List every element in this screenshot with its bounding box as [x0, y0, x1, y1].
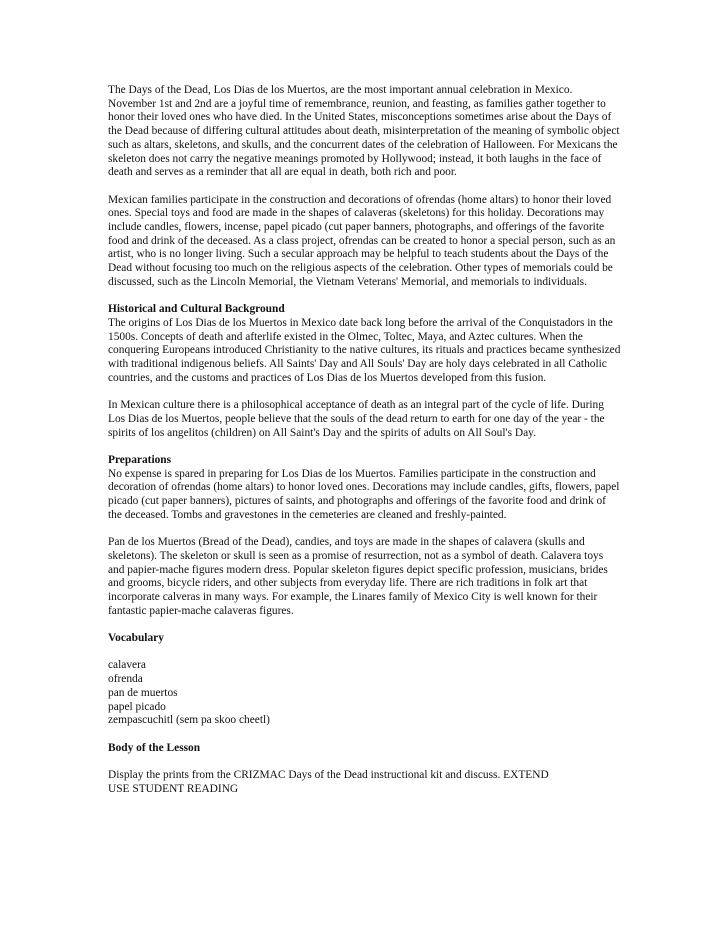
historical-paragraph-2: In Mexican culture there is a philosophical acceptance of death as an integral part of the cycle of life. During Los Dias de los Muertos, people believe that the souls of the dead return to earth for one day of the year - the spirits of los angelitos (children) on All Saint's Day and the spirits of adults on All Soul's Day.: [108, 399, 605, 439]
vocabulary-item: pan de muertos: [108, 686, 178, 699]
historical-section: [108, 303, 622, 385]
lesson-heading: Body of the Lesson: [108, 741, 201, 754]
historical-paragraph-1: The origins of Los Dias de los Muertos in Mexico date back long before the arrival of the Conquistadors in the 1500s. Concepts of death and afterlife existed in the Olmec, Toltec, Maya, and Aztec cultures. When the conquering Europeans introduced Christianity to the native cultures, its rituals and practices became synthesized with traditional indigenous beliefs. All Saints' Day and All Souls' Day are holy days celebrated in all Catholic countries, and the customs and practices of Los Dias de los Muertos developed from this fusion.: [108, 316, 621, 384]
vocabulary-item: ofrenda: [108, 673, 143, 686]
preparations-heading: Preparations: [108, 453, 172, 466]
preparations-paragraph-1: No expense is spared in preparing for Los Dias de los Muertos. Families participate in the construction and decoration of ofrendas (home altars) to honor loved ones. Decorations may include candles, gifts, flowers, papel picado (cut paper banners), pictures of saints, and photographs and offerings of the favorite food and drink of the deceased. Tombs and gravestones in the cemeteries are cleaned and freshly-painted.: [108, 467, 620, 521]
lesson-line-2: USE STUDENT READING: [108, 782, 239, 795]
preparations-paragraph-2: Pan de los Muertos (Bread of the Dead), candies, and toys are made in the shapes of calavera (skulls and skeletons). The skeleton or skull is seen as a promise of resurrection, not as a symbol of death. Calavera toys and papier-mache figures modern dress. Popular skeleton figures depict specific profession, musicians, brides and grooms, bicycle riders, and other subjects from everyday life. There are rich traditions in folk art that incorporate calveras in many ways. For example, the Linares family of Mexico City is well known for their fantastic papier-mache calaveras figures.: [108, 536, 608, 617]
vocabulary-item: calavera: [108, 659, 146, 672]
vocabulary-list: [108, 659, 622, 728]
lesson-line-1: Display the prints from the CRIZMAC Days of the Dead instructional kit and discuss. EXTEND: [108, 769, 549, 782]
intro-paragraph-1: The Days of the Dead, Los Dias de los Muertos, are the most important annual celebration in Mexico. November 1st and 2nd are a joyful time of remembrance, reunion, and feasting, as families gather together to honor their loved ones who have died. In the United States, misconceptions sometimes arise about the Days of the Dead because of differing cultural attitudes about death, misinterpretation of the meaning of symbolic object such as altars, skeletons, and skulls, and the concurrent dates of the celebration of Halloween. For Mexicans the skeleton does not carry the negative meanings promoted by Hollywood; instead, it both laughs in the face of death and serves as a reminder that all are equal in death, both rich and poor.: [108, 84, 620, 179]
vocabulary-item: zempascuchitl (sem pa skoo cheetl): [108, 714, 270, 727]
vocabulary-item: papel picado: [108, 700, 166, 713]
preparations-section: [108, 454, 622, 523]
intro-paragraph-2: Mexican families participate in the construction and decorations of ofrendas (home altars) to honor their loved ones. Special toys and food are made in the shapes of calaveras (skeletons) for this holiday. Decorations may include candles, flowers, incense, papel picado (cut paper banners, photographs, and offerings of the favorite food and drink of the deceased. As a class project, ofrendas can be created to honor a special person, such as an artist, who is no longer living. Such a secular approach may be helpful to teach students about the Days of the Dead without focusing too much on the religious aspects of the celebration. Other types of memorials could be discussed, such as the Lincoln Memorial, the Vietnam Veterans' Memorial, and memorials to individuals.: [108, 193, 616, 288]
vocabulary-heading: Vocabulary: [108, 632, 164, 645]
document-page: [108, 84, 622, 796]
lesson-body: [108, 769, 622, 796]
historical-heading: Historical and Cultural Background: [108, 303, 285, 316]
